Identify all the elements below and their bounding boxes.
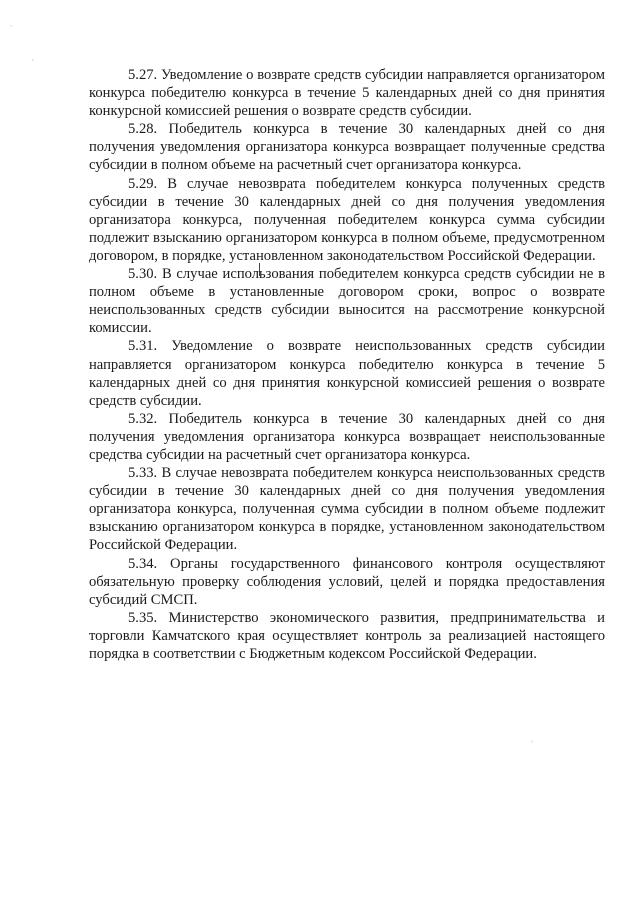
paragraph-5-30: 5.30. В случае использования победителем конкурса средств субсидии не в полном объеме в установленные договором сроки, вопрос о возврате неиспользованных средств субсидии выносится на рассмотрение конкурсной комиссии. bbox=[89, 266, 605, 337]
paragraph-5-34: 5.34. Органы государственного финансового контроля осуществляют обязательную проверку соблюдения условий, целей и порядка предоставления субсидий СМСП. bbox=[89, 555, 605, 608]
paragraph-5-29: 5.29. В случае невозврата победителем конкурса полученных средств субсидии в течение 30 календарных дней со дня получения уведомления организатора конкурса, полученная победителем конкурса сумма субсидии подлежит взысканию организатором конкурса в полном объеме, предусмотренном договором, в порядке, установленном законодательством Российской Федерации. bbox=[89, 175, 605, 264]
paragraph-5-28: 5.28. Победитель конкурса в течение 30 календарных дней со дня получения уведомления организатора конкурса возвращает полученные средства субсидии в полном объеме на расчетный счет организатора конкурса. bbox=[89, 121, 605, 174]
paragraph-5-27: 5.27. Уведомление о возврате средств субсидии направляется организатором конкурса победителю конкурса в течение 5 календарных дней со дня принятия конкурсной комиссией решения о возврате средств субсидии. bbox=[89, 67, 605, 120]
paragraph-5-32: 5.32. Победитель конкурса в течение 30 календарных дней со дня получения уведомления организатора конкурса возвращает неиспользованные средства субсидии на расчетный счет организатора конкурса. bbox=[89, 410, 605, 463]
scan-speck: ˌ bbox=[32, 54, 34, 62]
scan-speck: ˎ bbox=[10, 20, 13, 27]
paragraph-5-33: 5.33. В случае невозврата победителем конкурса неиспользованных средств субсидии в течение 30 календарных дней со дня получения уведомления организатора конкурса, полученная сумма субсидии в полном объеме подлежит взысканию организатором конкурса в порядке, установленном законодательством Российской Федерации. bbox=[89, 465, 605, 554]
paragraph-5-35: 5.35. Министерство экономического развития, предпринимательства и торговли Камчатского края осуществляет контроль за реализацией настоящего порядка в соответствии с Бюджетным кодексом Российской Федерации. bbox=[89, 609, 605, 662]
paragraph-5-31: 5.31. Уведомление о возврате неиспользованных средств субсидии направляется организатором конкурса победителю конкурса в течение 5 календарных дней со дня принятия конкурсной комиссией решения о возврате средств субсидии. bbox=[89, 338, 605, 409]
scan-speck: ˈ bbox=[531, 740, 533, 748]
document-body bbox=[89, 66, 605, 663]
